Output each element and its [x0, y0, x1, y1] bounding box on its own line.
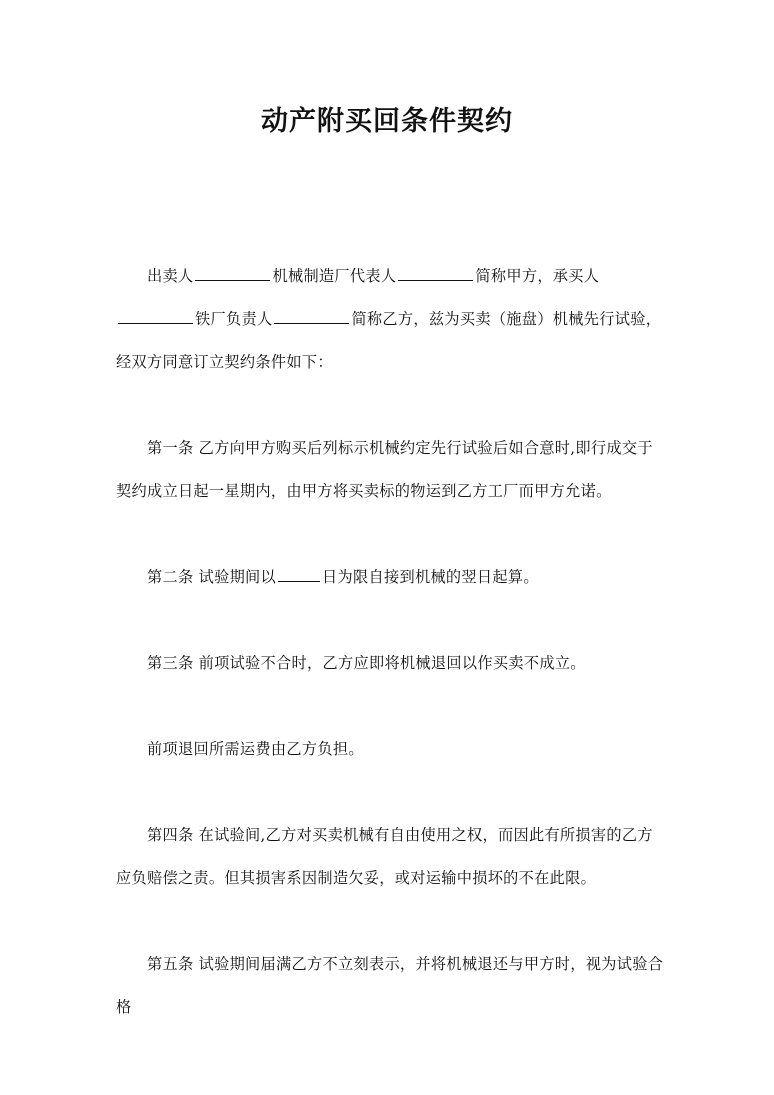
intro-tail: 简称乙方，兹为买卖（施盘）机械先行试验，经双方同意订立契约条件如下：: [116, 310, 662, 371]
seller-rep-label: 机械制造厂代表人: [272, 267, 397, 285]
article-2: [116, 556, 664, 599]
seller-label: 出卖人: [147, 267, 194, 285]
buyer-blank: [118, 309, 193, 324]
article-4: 第四条 在试验间,乙方对买卖机械有自由使用之权，而因此有所损害的乙方应负赔偿之责。但其损害系因制造欠妥，或对运输中损坏的不在此限。: [116, 826, 653, 887]
intro-paragraph: [116, 255, 664, 384]
trial-days-blank: [278, 567, 320, 582]
article-1: 第一条 乙方向甲方购买后列标示机械约定先行试验后如合意时,即行成交于契约成立日起一星期内，由甲方将买卖标的物运到乙方工厂而甲方允诺。: [116, 439, 653, 500]
article-5: 第五条 试验期间届满乙方不立刻表示，并将机械退还与甲方时，视为试验合格: [116, 955, 664, 1016]
seller-blank: [195, 266, 270, 281]
document-title: 动产附买回条件契约: [261, 106, 513, 137]
seller-rep-blank: [398, 266, 473, 281]
buyer-rep-label: 铁厂负责人: [195, 310, 273, 328]
article-2-tail: 日为限自接到机械的翌日起算。: [322, 568, 539, 586]
article-3-note: 前项退回所需运费由乙方负担。: [147, 740, 364, 758]
article-3: 第三条 前项试验不合时，乙方应即将机械退回以作买卖不成立。: [147, 654, 586, 672]
buyer-rep-blank: [274, 309, 349, 324]
article-2-lead: 第二条 试验期间以: [147, 568, 277, 586]
buyer-label: 简称甲方，承买人: [475, 267, 600, 285]
